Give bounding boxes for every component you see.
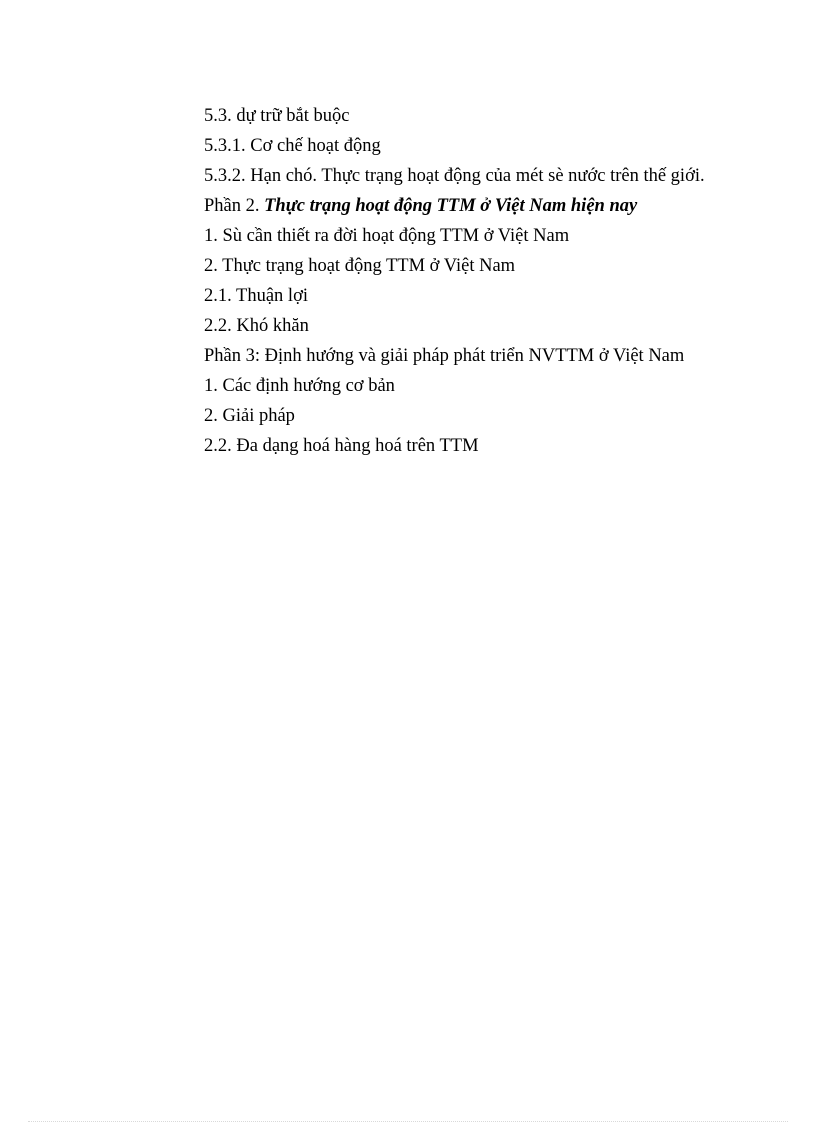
page-bottom-divider	[28, 1121, 788, 1122]
part-2-prefix: Phần 2.	[204, 196, 265, 216]
toc-line-part-3-1: 1. Các định hướng cơ bản	[204, 376, 395, 396]
toc-line-2-2: 2.2. Khó khăn	[204, 316, 309, 336]
toc-line-part-3-2: 2. Giải pháp	[204, 406, 295, 426]
toc-line-1: 1. Sù cần thiết ra đời hoạt động TTM ở Việt Nam	[204, 226, 570, 246]
toc-line-5-3-2: 5.3.2. Hạn chó. Thực trạng hoạt động của mét sè nước trên thế giới.	[204, 166, 705, 186]
toc-line-2: 2. Thực trạng hoạt động TTM ở Việt Nam	[204, 256, 516, 276]
part-2-title: Thực trạng hoạt động TTM ở Việt Nam hiện nay	[264, 196, 638, 216]
toc-line-5-3-1: 5.3.1. Cơ chế hoạt động	[204, 136, 381, 156]
toc-line-5-3: 5.3. dự trữ bắt buộc	[204, 106, 350, 126]
toc-line-part-2	[204, 191, 764, 221]
toc-line-part-3: Phần 3: Định hướng và giải pháp phát triển NVTTM ở Việt Nam	[204, 346, 685, 366]
toc-line-2-1: 2.1. Thuận lợi	[204, 286, 308, 306]
toc-line-part-3-2-2: 2.2. Đa dạng hoá hàng hoá trên TTM	[204, 436, 479, 456]
table-of-contents	[204, 101, 764, 461]
